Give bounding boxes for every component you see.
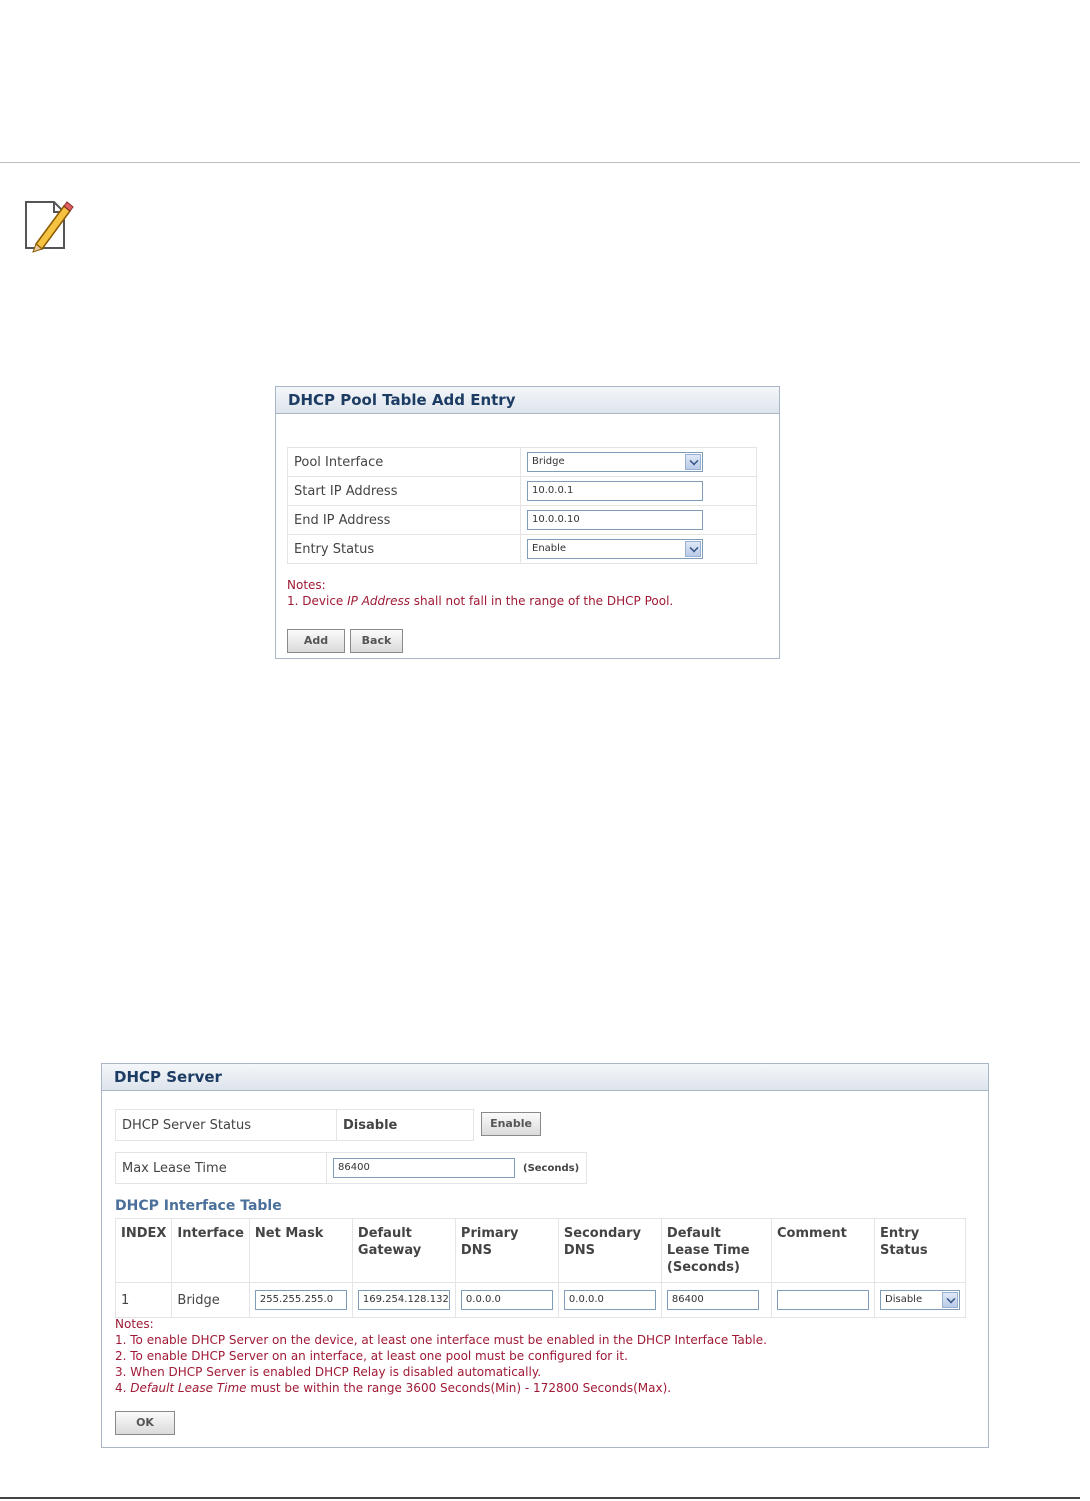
bottom-divider <box>0 1497 1080 1499</box>
lease-time-input[interactable]: 86400 <box>667 1290 759 1310</box>
panel-title: DHCP Server <box>102 1064 988 1091</box>
entry-status-select[interactable]: Enable <box>527 539 703 559</box>
interface-table <box>115 1218 966 1318</box>
entry-status-label: Entry Status <box>288 535 521 564</box>
start-ip-row <box>288 477 757 506</box>
col-comment: Comment <box>772 1219 875 1283</box>
col-index: INDEX <box>116 1219 172 1283</box>
panel-title: DHCP Pool Table Add Entry <box>276 387 779 414</box>
server-status-label: DHCP Server Status <box>116 1110 337 1141</box>
col-entry-status: Entry Status <box>875 1219 966 1283</box>
notes-title: Notes: <box>115 1317 154 1331</box>
max-lease-unit: (Seconds) <box>523 1162 580 1174</box>
note-pencil-icon <box>20 196 76 254</box>
table-header-row <box>116 1219 966 1283</box>
dhcp-pool-panel <box>275 386 780 659</box>
note-line: 1. To enable DHCP Server on the device, at least one interface must be enabled in the DHCP Interface Table. <box>115 1333 767 1347</box>
notes-title: Notes: <box>287 578 326 592</box>
pool-form-table <box>287 447 757 564</box>
enable-button[interactable]: Enable <box>481 1112 541 1136</box>
end-ip-input[interactable]: 10.0.0.10 <box>527 510 703 530</box>
note-line: 1. Device IP Address shall not fall in the range of the DHCP Pool. <box>287 594 674 608</box>
note-line: 2. To enable DHCP Server on an interface, at least one pool must be configured for it. <box>115 1349 628 1363</box>
gateway-input[interactable]: 169.254.128.132 <box>358 1290 450 1310</box>
col-gateway: Default Gateway <box>352 1219 455 1283</box>
col-primary-dns: Primary DNS <box>455 1219 558 1283</box>
start-ip-input[interactable]: 10.0.0.1 <box>527 481 703 501</box>
top-divider <box>0 162 1080 163</box>
max-lease-table <box>115 1152 587 1184</box>
note-line: 3. When DHCP Server is enabled DHCP Relay is disabled automatically. <box>115 1365 542 1379</box>
server-status-table <box>115 1109 474 1141</box>
col-interface: Interface <box>172 1219 250 1283</box>
end-ip-label: End IP Address <box>288 506 521 535</box>
chevron-down-icon <box>942 1292 958 1308</box>
ok-button[interactable]: OK <box>115 1411 175 1435</box>
add-button[interactable]: Add <box>287 629 345 653</box>
pool-interface-select[interactable]: Bridge <box>527 452 703 472</box>
end-ip-row <box>288 506 757 535</box>
primary-dns-input[interactable]: 0.0.0.0 <box>461 1290 553 1310</box>
interface-table-title: DHCP Interface Table <box>115 1198 282 1214</box>
secondary-dns-input[interactable]: 0.0.0.0 <box>564 1290 656 1310</box>
col-net-mask: Net Mask <box>249 1219 352 1283</box>
net-mask-input[interactable]: 255.255.255.0 <box>255 1290 347 1310</box>
chevron-down-icon <box>685 454 701 470</box>
col-lease-time: Default Lease Time (Seconds) <box>661 1219 771 1283</box>
row-index: 1 <box>116 1283 172 1318</box>
entry-status-row <box>288 535 757 564</box>
row-interface: Bridge <box>172 1283 250 1318</box>
back-button[interactable]: Back <box>350 629 403 653</box>
pool-interface-label: Pool Interface <box>288 448 521 477</box>
col-secondary-dns: Secondary DNS <box>558 1219 661 1283</box>
note-line: 4. Default Lease Time must be within the range 3600 Seconds(Min) - 172800 Seconds(Max). <box>115 1381 672 1395</box>
max-lease-label: Max Lease Time <box>116 1153 327 1184</box>
max-lease-input[interactable]: 86400 <box>333 1158 515 1178</box>
dhcp-server-panel <box>101 1063 989 1448</box>
pool-notes <box>287 577 673 609</box>
start-ip-label: Start IP Address <box>288 477 521 506</box>
server-notes <box>115 1316 767 1396</box>
comment-input[interactable] <box>777 1290 869 1310</box>
server-status-value: Disable <box>337 1110 474 1141</box>
entry-status-select[interactable]: Disable <box>880 1290 960 1310</box>
pool-interface-row <box>288 448 757 477</box>
chevron-down-icon <box>685 541 701 557</box>
table-row <box>116 1283 966 1318</box>
